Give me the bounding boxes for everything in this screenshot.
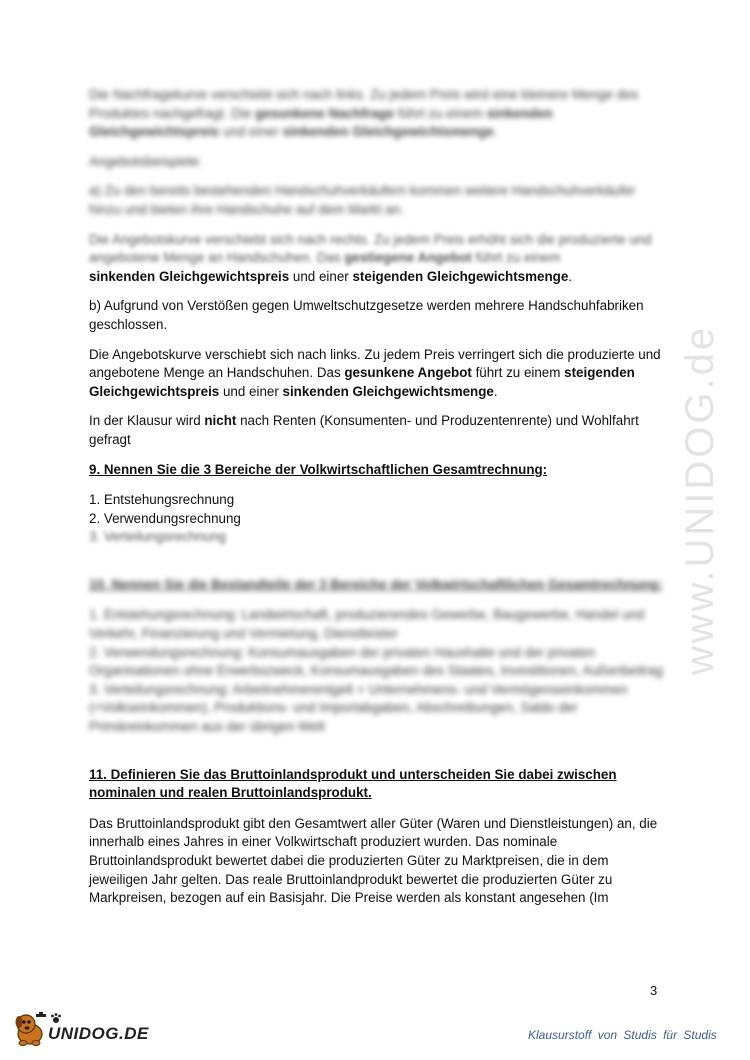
- question-9-list: [89, 491, 669, 547]
- unidog-logo: [10, 1010, 180, 1048]
- visible-line-equilibrium: sinkenden Gleichgewichtspreis und einer steigenden Gleichgewichtsmenge.: [89, 268, 572, 284]
- watermark-text: www.UNIDOG.de: [678, 324, 722, 676]
- paragraph-supply-left: Die Angebotskurve verschiebt sich nach links. Zu jedem Preis verringert sich die produzierte und angebotene Menge an Handschuhen. Das gesunkene Angebot führt zu einem steigenden Gleichgewichtspreis und einer sinkenden Gleichgewichtsmenge.: [89, 346, 661, 399]
- blurred-paragraph-supply-shift: Die Angebotskurve verschiebt sich nach rechts. Zu jedem Preis erhöht sich die produzierte und angebotene Menge an Handschuhen. Das gestiegene Angebot führt zu einem: [89, 231, 652, 266]
- list-item: 3. Verteilungsrechnung: [89, 529, 226, 545]
- blurred-paragraph-demand: Die Nachfragekurve verschiebt sich nach links. Zu jedem Preis wird eine kleinere Menge des Produktes nachgefragt. Die gesunkene Nachfrage führt zu einem sinkenden Gleichgewichtspreis und einer sinkenden Gleichgewichtsmenge.: [89, 87, 639, 140]
- list-item: 2. Verwendungsrechnung: [89, 510, 241, 526]
- list-item: 1. Entstehungsrechnung: Landwirtschaft, produzierendes Gewerbe, Baugewerbe, Handel und Verkehr, Finanzierung und Vermietung, Dienstleister: [89, 607, 645, 642]
- list-item: 1. Entstehungsrechnung: [89, 492, 235, 508]
- blurred-label-supply-examples: Angebotsbeispiele:: [89, 153, 203, 169]
- transition-paragraph: [89, 231, 669, 287]
- dog-mascot-icon: [10, 1010, 50, 1048]
- question-11-answer: Das Bruttoinlandsprodukt gibt den Gesamtwert aller Güter (Waren und Dienstleistungen) an, die innerhalb eines Jahres in einer Volkwirtschaft produziert wurden. Das nominale Bruttoinlandsprodukt bewertet dabei die produzierten Güter zu Marktpreisen, die in dem jeweiligen Jahr gelten. Das reale Bruttoinlandprodukt bewertet die produzierten Güter zu Markpreisen, bezogen auf ein Basisjahr. Die Preise werden als konstant angesehen (Im: [89, 815, 658, 906]
- paw-icon: [50, 1012, 62, 1024]
- question-10-list: [89, 606, 669, 736]
- list-item: 2. Verwendungsrechnung: Konsumausgaben der privaten Haushalte und der privaten Organisationen ohne Erwerbszweck, Konsumausgaben des Staates, Investitionen, Außenbeitrag: [89, 644, 663, 679]
- spacer: [89, 748, 669, 766]
- paragraph-exam-note: In der Klausur wird nicht nach Renten (Konsumenten- und Produzentenrente) und Wohlfahrt gefragt: [89, 413, 639, 447]
- question-10-heading: 10. Nennen Sie die Bestandteile der 3 Bereiche der Volkwirtschaftlichen Gesamtrechnung:: [89, 576, 663, 592]
- question-9-heading: 9. Nennen Sie die 3 Bereiche der Volkwirtschaftlichen Gesamtrechnung:: [89, 461, 548, 477]
- blurred-paragraph-supply-a: a) Zu den bereits bestehenden Handschuhverkäufern kommen weitere Handschuhverkäufer hinzu und bieten ihre Handschuhe auf dem Markt an.: [89, 183, 636, 217]
- list-item: 3. Verteilungsrechnung: Arbeitnehmerentgelt + Unternehmens- und Vermögenseinkommen (=Volkseinkommen), Produktions- und Importabgaben, Abschreibungen, Saldo der Primäreinkommen aus der übrigen Welt: [89, 681, 628, 735]
- paragraph-b-item: b) Aufgrund von Verstößen gegen Umweltschutzgesetze werden mehrere Handschuhfabriken geschlossen.: [89, 298, 644, 332]
- logo-text: UNIDOG.DE: [48, 1024, 149, 1043]
- footer-tagline: Klausurstoff von Studis für Studis: [528, 1028, 717, 1042]
- question-11-heading: 11. Definieren Sie das Bruttoinlandsprodukt und unterscheiden Sie dabei zwischen nominalen und realen Bruttoinlandsprodukt.: [89, 766, 617, 801]
- page-content: [89, 86, 669, 919]
- page-number: 3: [650, 983, 658, 998]
- spacer: [89, 558, 669, 576]
